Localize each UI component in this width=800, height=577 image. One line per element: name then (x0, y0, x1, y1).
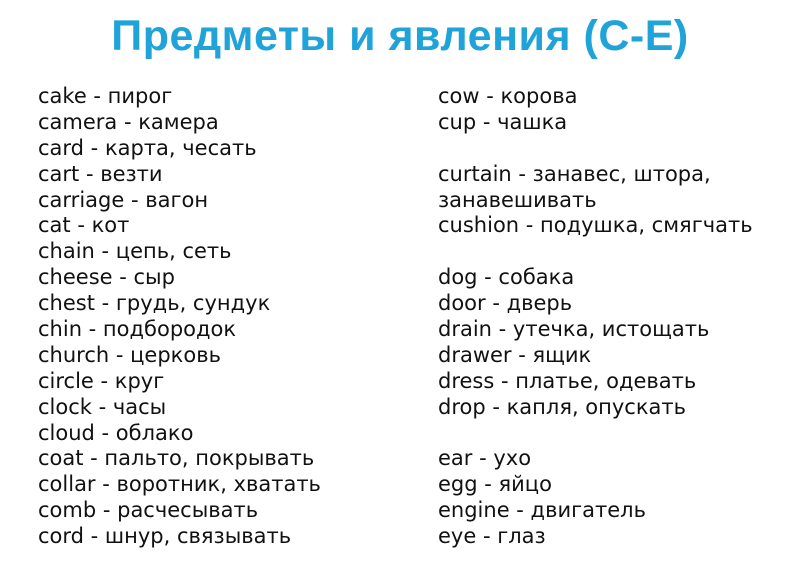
vocab-entry: camera - камера (38, 109, 219, 134)
vocab-entry: coat - пальто, покрывать (38, 446, 315, 471)
vocab-entry: comb - расчесывать (38, 498, 259, 523)
vocab-entry: cup - чашка (438, 109, 568, 134)
vocab-entry: cloud - облако (38, 420, 194, 445)
vocab-entry: занавешивать (438, 187, 597, 212)
vocab-entry: cart - везти (38, 161, 163, 186)
vocab-entry: cord - шнур, связывать (38, 524, 292, 549)
vocab-entry: carriage - вагон (38, 187, 209, 212)
vocab-entry: card - карта, чесать (38, 135, 257, 160)
vocab-entry: church - церковь (38, 342, 221, 367)
vocab-entry: engine - двигатель (438, 498, 646, 523)
vocab-entry: cake - пирог (38, 84, 173, 108)
vocab-entry: chin - подбородок (38, 317, 237, 342)
vocab-entry (438, 421, 753, 447)
vocab-entry: eye - глаз (438, 524, 546, 549)
vocab-entry: cat - кот (38, 213, 130, 238)
left-column (38, 84, 321, 550)
vocab-entry: door - дверь (438, 291, 573, 316)
vocab-entry: circle - круг (38, 368, 165, 393)
vocab-entry: cow - корова (438, 84, 578, 108)
vocab-entry (438, 136, 753, 162)
vocab-entry: cheese - сыр (38, 265, 175, 290)
vocab-entry: cushion - подушка, смягчать (438, 213, 753, 238)
vocab-entry: egg - яйцо (438, 472, 552, 497)
vocab-entry: dog - собака (438, 265, 575, 290)
vocab-entry: chain - цепь, сеть (38, 239, 232, 264)
vocab-entry: drop - капля, опускать (438, 394, 687, 419)
vocab-entry: drawer - ящик (438, 342, 592, 367)
right-column (438, 84, 753, 550)
vocab-entry: ear - ухо (438, 446, 532, 471)
page-title: Предметы и явления (C-E) (111, 12, 689, 60)
vocab-entry: curtain - занавес, штора, (438, 161, 711, 186)
vocab-entry: chest - грудь, сундук (38, 291, 271, 316)
vocab-entry: clock - часы (38, 394, 167, 419)
vocab-entry: collar - воротник, хватать (38, 472, 321, 497)
vocab-entry (438, 239, 753, 265)
vocab-entry: drain - утечка, истощать (438, 317, 710, 342)
vocab-entry: dress - платье, одевать (438, 368, 697, 393)
